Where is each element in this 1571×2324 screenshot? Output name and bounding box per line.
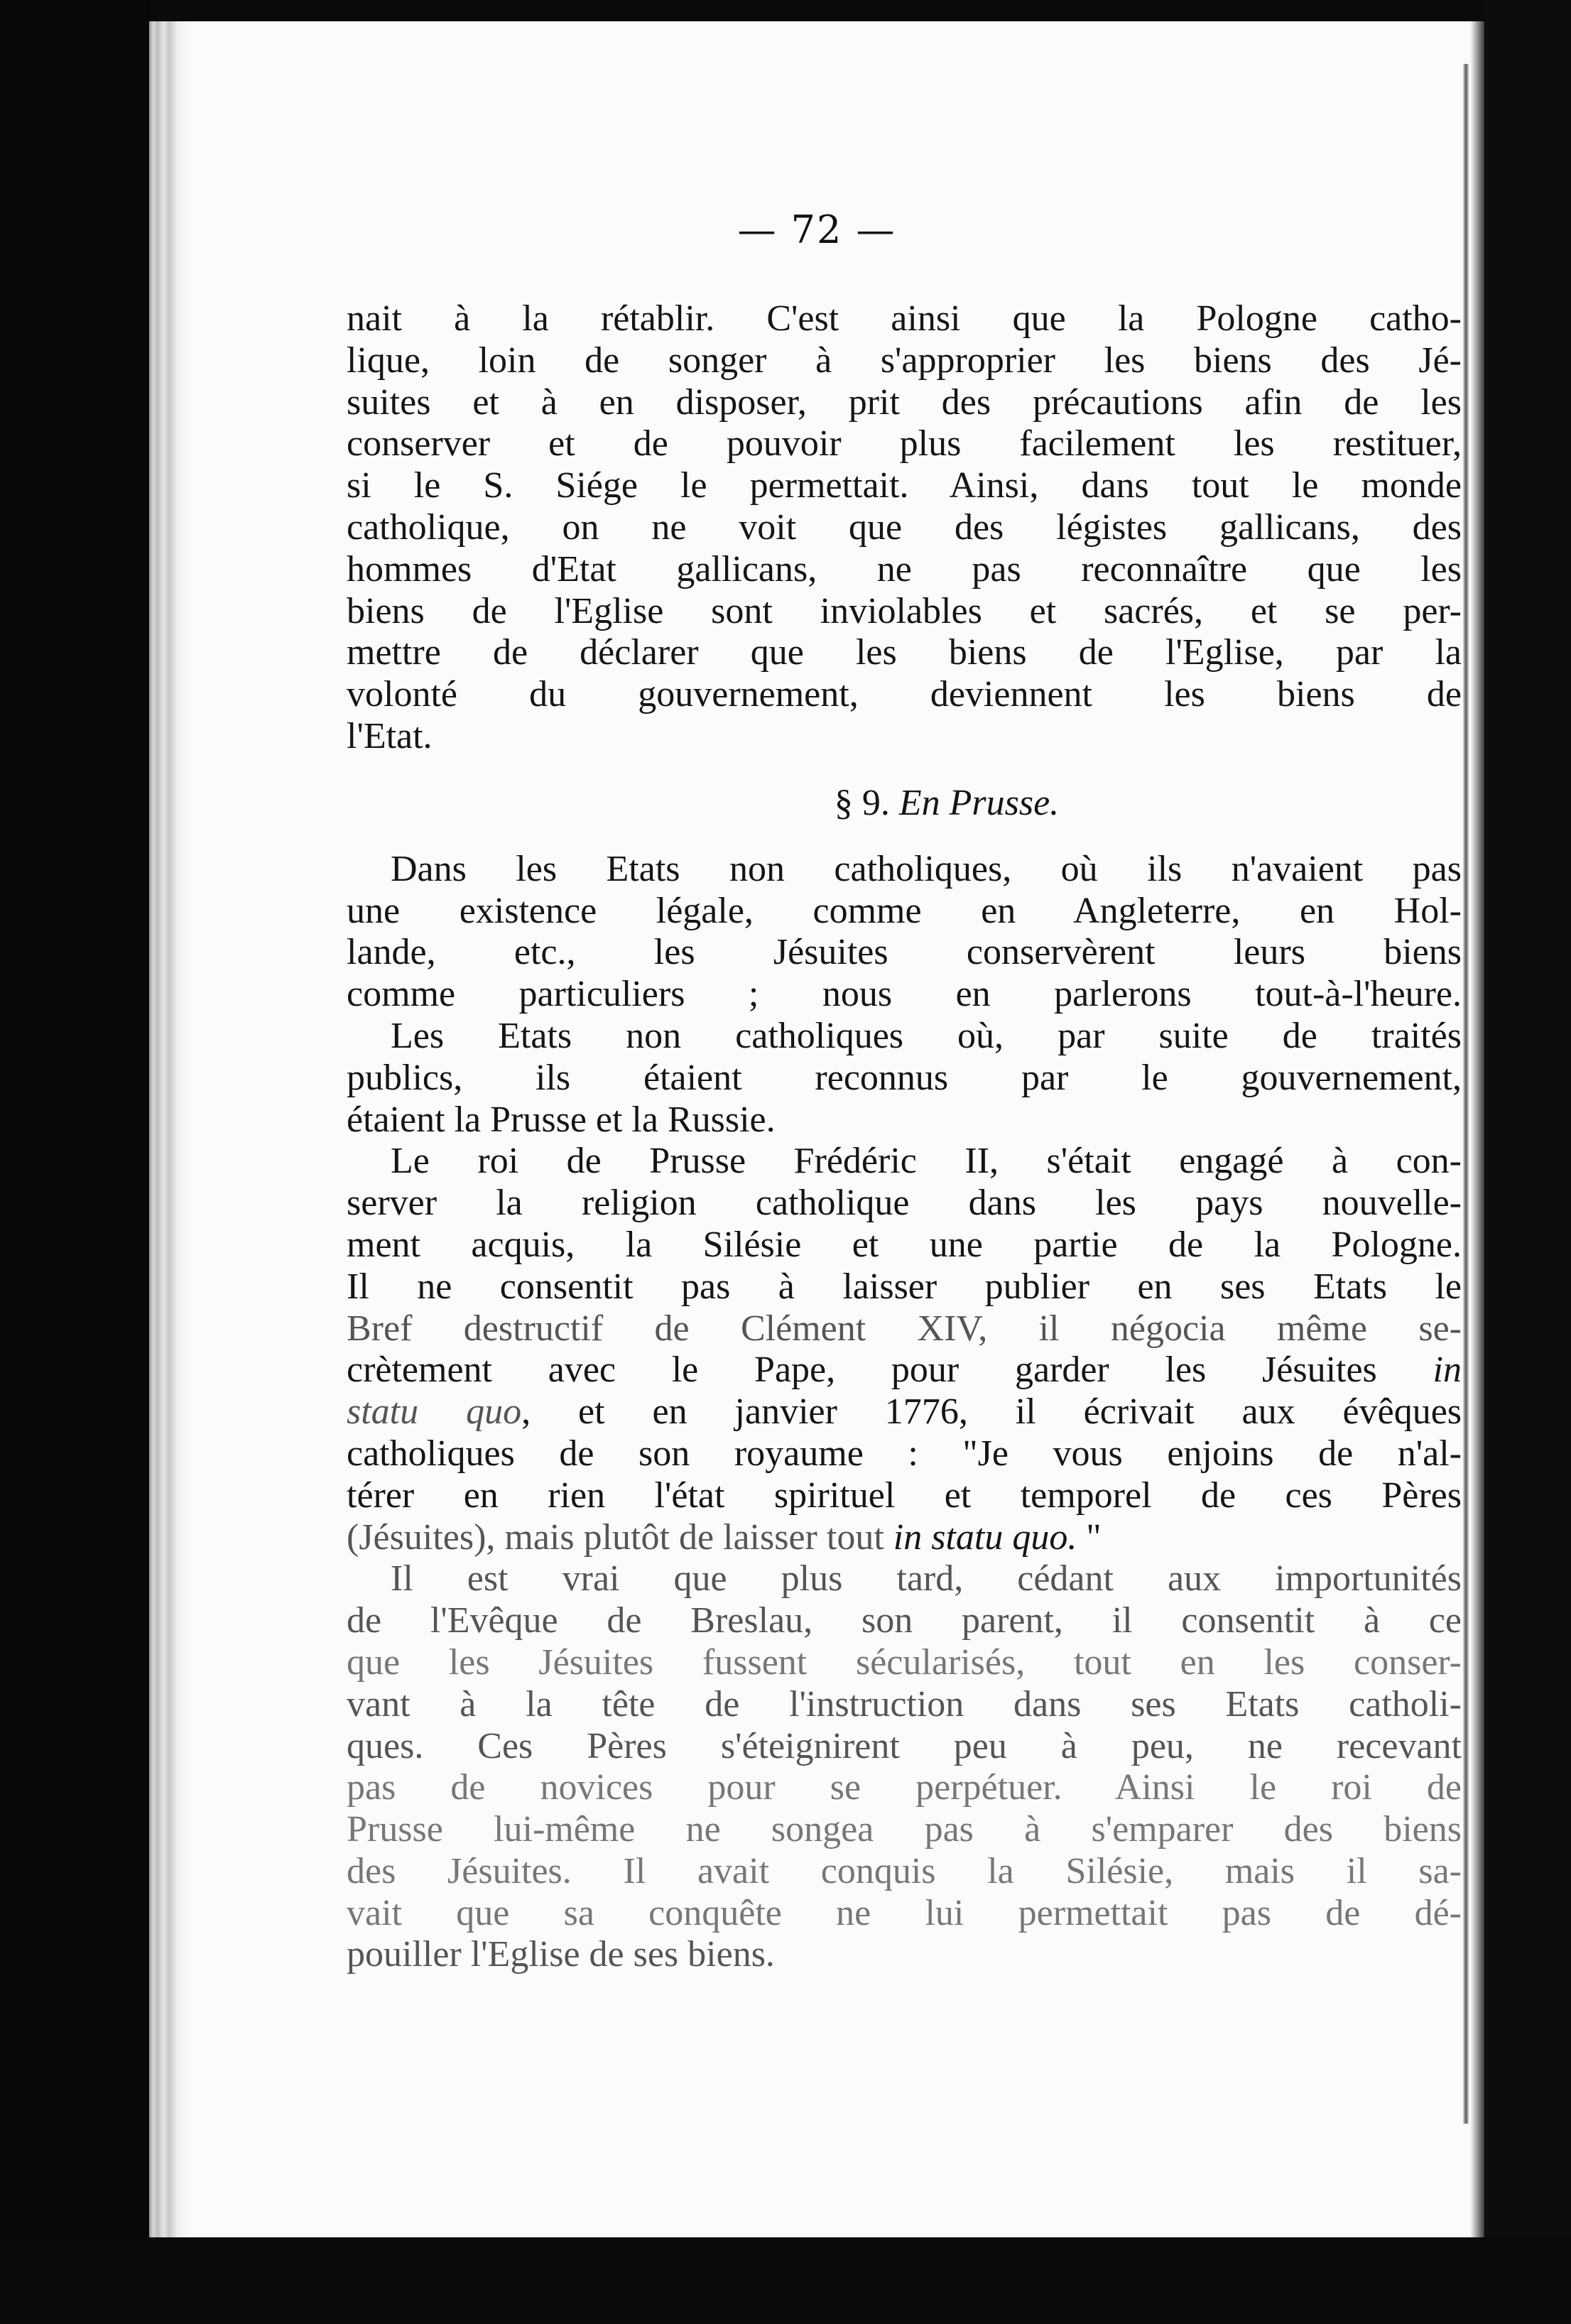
text-line [347, 1391, 1462, 1433]
text-line: conserver et de pouvoir plus facilement les restituer, [347, 423, 1462, 465]
section-title: En Prusse. [898, 782, 1060, 823]
text-line: Il est vrai que plus tard, cédant aux importunités [391, 1558, 1462, 1600]
text-segment-italic: statu quo [347, 1391, 522, 1433]
text-line: pas de novices pour se perpétuer. Ainsi le roi de [347, 1767, 1462, 1808]
section-heading [347, 758, 1462, 849]
text-segment: crètement avec le Pape, pour garder les Jésuites [347, 1350, 1377, 1391]
book-page [149, 21, 1484, 2237]
text-line: si le S. Siége le permettait. Ainsi, dans tout le monde [347, 465, 1462, 506]
text-line: server la religion catholique dans les pays nouvelle- [347, 1183, 1462, 1224]
text-line: Il ne consentit pas à laisser publier en ses Etats le [347, 1266, 1462, 1307]
page-number: — 72 — [737, 207, 896, 252]
text-line: publics, ils étaient reconnus par le gouvernement, [347, 1057, 1462, 1098]
text-line: Dans les Etats non catholiques, où ils n'avaient pas [391, 848, 1462, 889]
text-line: vait que sa conquête ne lui permettait pas de dé- [347, 1892, 1462, 1933]
text-line: une existence légale, comme en Angleterre, en Hol- [347, 890, 1462, 931]
scanner-background-left [0, 0, 149, 2324]
text-line: que les Jésuites fussent sécularisés, tout en les conser- [347, 1641, 1462, 1683]
text-segment: " [1077, 1516, 1102, 1558]
text-line: Le roi de Prusse Frédéric II, s'était engagé à con- [391, 1141, 1462, 1182]
text-line: étaient la Prusse et la Russie. [347, 1099, 776, 1140]
text-line: térer en rien l'état spirituel et temporel de ces Pères [347, 1475, 1462, 1516]
text-line: suites et à en disposer, prit des précautions afin de les [347, 381, 1462, 423]
text-line: lique, loin de songer à s'approprier les biens des Jé- [347, 340, 1462, 381]
text-line: Prusse lui-même ne songea pas à s'emparer des biens [347, 1809, 1462, 1850]
text-line: catholiques de son royaume : "Je vous enjoins de n'al- [347, 1433, 1462, 1474]
text-line [347, 1350, 1462, 1391]
text-segment-italic: in [1376, 1350, 1462, 1391]
page-fold [1463, 64, 1469, 2124]
text-line: volonté du gouvernement, deviennent les biens de [347, 674, 1462, 715]
text-line [347, 1517, 1462, 1559]
text-line: catholique, on ne voit que des légistes gallicans, des [347, 506, 1462, 548]
text-line: Bref destructif de Clément XIV, il négocia même se- [347, 1308, 1462, 1349]
text-segment: (Jésuites), mais plutôt de laisser tout [347, 1516, 893, 1558]
text-line: de l'Evêque de Breslau, son parent, il consentit à ce [347, 1600, 1462, 1641]
text-line: des Jésuites. Il avait conquis la Silésie, mais il sa- [347, 1850, 1462, 1891]
text-line: comme particuliers ; nous en parlerons tout-à-l'heure. [347, 974, 1462, 1015]
text-line: vant à la tête de l'instruction dans ses Etats catholi- [347, 1683, 1462, 1725]
text-line: hommes d'Etat gallicans, ne pas reconnaître que les [347, 548, 1462, 590]
scanner-background-right [1484, 0, 1571, 2324]
scanner-background-bottom [0, 2237, 1571, 2324]
text-line: lande, etc., les Jésuites conservèrent leurs biens [347, 932, 1462, 973]
text-line: biens de l'Eglise sont inviolables et sacrés, et se per- [347, 590, 1462, 631]
text-line: mettre de déclarer que les biens de l'Eglise, par la [347, 632, 1462, 673]
page-edge-left [149, 21, 192, 2237]
text-segment: , et en janvier 1776, il écrivait aux évêques [521, 1391, 1462, 1433]
text-line: ques. Ces Pères s'éteignirent peu à peu, ne recevant [347, 1725, 1462, 1766]
body-text [347, 298, 1462, 1976]
text-segment-italic: in statu quo. [893, 1516, 1077, 1558]
text-line: ment acquis, la Silésie et une partie de la Pologne. [347, 1224, 1462, 1265]
text-line: nait à la rétablir. C'est ainsi que la Pologne catho- [347, 298, 1462, 339]
text-line: l'Etat. [347, 715, 433, 756]
section-number: § 9. [834, 782, 890, 823]
page-edge-right [1470, 21, 1484, 2237]
text-line: pouiller l'Eglise de ses biens. [347, 1934, 775, 1975]
text-line: Les Etats non catholiques où, par suite de traités [391, 1015, 1462, 1056]
